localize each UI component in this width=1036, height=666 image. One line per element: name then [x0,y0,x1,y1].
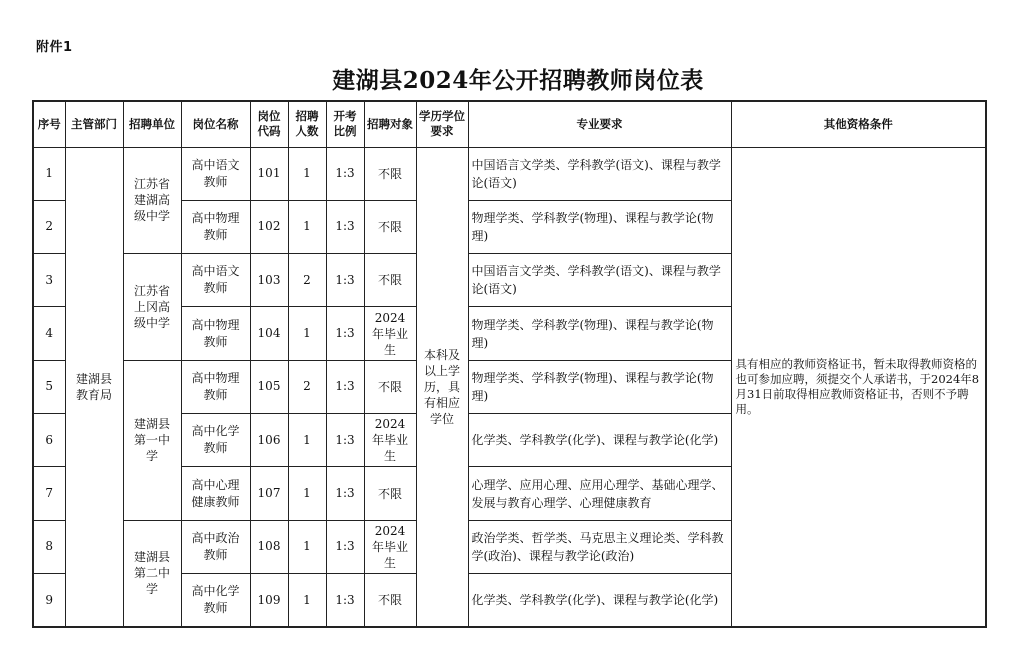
unit-cell: 江苏省建湖高级中学 [123,147,181,254]
position-cell: 高中物理教师 [181,307,250,360]
major-cell: 物理学类、学科教学(物理)、课程与教学论(物理) [468,307,731,360]
unit-cell: 江苏省上冈高级中学 [123,254,181,361]
position-cell: 高中语文教师 [181,147,250,200]
count-cell: 1 [288,574,326,627]
target-cell: 不限 [364,360,416,413]
col-count-header: 招聘人数 [288,101,326,147]
table-row [33,147,986,200]
target-cell: 2024年毕业生 [364,520,416,573]
count-cell: 2 [288,254,326,307]
ratio-cell: 1:3 [326,307,364,360]
position-cell: 高中化学教师 [181,414,250,467]
ratio-cell: 1:3 [326,200,364,253]
seq-cell: 8 [33,520,65,573]
position-cell: 高中物理教师 [181,360,250,413]
major-cell: 心理学、应用心理、应用心理学、基础心理学、发展与教育心理学、心理健康教育 [468,467,731,520]
seq-cell: 9 [33,574,65,627]
ratio-cell: 1:3 [326,414,364,467]
unit-cell: 建湖县第二中学 [123,520,181,627]
col-edu-header: 学历学位要求 [416,101,468,147]
attachment-label: 附件1 [36,40,73,55]
count-cell: 1 [288,147,326,200]
target-cell: 不限 [364,574,416,627]
col-seq-header: 序号 [33,101,65,147]
count-cell: 2 [288,360,326,413]
code-cell: 102 [250,200,288,253]
count-cell: 1 [288,520,326,573]
seq-cell: 3 [33,254,65,307]
position-cell: 高中政治教师 [181,520,250,573]
major-cell: 政治学类、哲学类、马克思主义理论类、学科教学(政治)、课程与教学论(政治) [468,520,731,573]
position-cell: 高中物理教师 [181,200,250,253]
ratio-cell: 1:3 [326,520,364,573]
code-cell: 104 [250,307,288,360]
ratio-cell: 1:3 [326,574,364,627]
count-cell: 1 [288,414,326,467]
major-cell: 中国语言文学类、学科教学(语文)、课程与教学论(语文) [468,254,731,307]
other-cell: 具有相应的教师资格证书，暂未取得教师资格的也可参加应聘，须提交个人承诺书，于2024年8月31日前取得相应教师资格证书，否则不予聘用。 [731,147,986,627]
seq-cell: 2 [33,200,65,253]
position-cell: 高中心理健康教师 [181,467,250,520]
ratio-cell: 1:3 [326,147,364,200]
major-cell: 物理学类、学科教学(物理)、课程与教学论(物理) [468,200,731,253]
col-target-header: 招聘对象 [364,101,416,147]
code-cell: 101 [250,147,288,200]
table-header-row [33,101,986,147]
count-cell: 1 [288,200,326,253]
code-cell: 107 [250,467,288,520]
code-cell: 108 [250,520,288,573]
col-major-header: 专业要求 [468,101,731,147]
target-cell: 不限 [364,200,416,253]
target-cell: 不限 [364,254,416,307]
seq-cell: 7 [33,467,65,520]
seq-cell: 4 [33,307,65,360]
major-cell: 中国语言文学类、学科教学(语文)、课程与教学论(语文) [468,147,731,200]
target-cell: 2024年毕业生 [364,307,416,360]
page-title: 建湖县2024年公开招聘教师岗位表 [332,67,704,94]
recruitment-table [32,100,987,628]
dept-cell: 建湖县教育局 [65,147,123,627]
ratio-cell: 1:3 [326,467,364,520]
ratio-cell: 1:3 [326,254,364,307]
major-cell: 物理学类、学科教学(物理)、课程与教学论(物理) [468,360,731,413]
position-cell: 高中化学教师 [181,574,250,627]
major-cell: 化学类、学科教学(化学)、课程与教学论(化学) [468,574,731,627]
target-cell: 不限 [364,467,416,520]
col-position-header: 岗位名称 [181,101,250,147]
col-ratio-header: 开考比例 [326,101,364,147]
target-cell: 不限 [364,147,416,200]
seq-cell: 1 [33,147,65,200]
position-cell: 高中语文教师 [181,254,250,307]
code-cell: 109 [250,574,288,627]
col-dept-header: 主管部门 [65,101,123,147]
code-cell: 106 [250,414,288,467]
count-cell: 1 [288,307,326,360]
col-unit-header: 招聘单位 [123,101,181,147]
major-cell: 化学类、学科教学(化学)、课程与教学论(化学) [468,414,731,467]
code-cell: 105 [250,360,288,413]
count-cell: 1 [288,467,326,520]
code-cell: 103 [250,254,288,307]
seq-cell: 5 [33,360,65,413]
col-other-header: 其他资格条件 [731,101,986,147]
ratio-cell: 1:3 [326,360,364,413]
col-code-header: 岗位代码 [250,101,288,147]
edu-cell: 本科及以上学历，具有相应学位 [416,147,468,627]
unit-cell: 建湖县第一中学 [123,360,181,520]
seq-cell: 6 [33,414,65,467]
target-cell: 2024年毕业生 [364,414,416,467]
